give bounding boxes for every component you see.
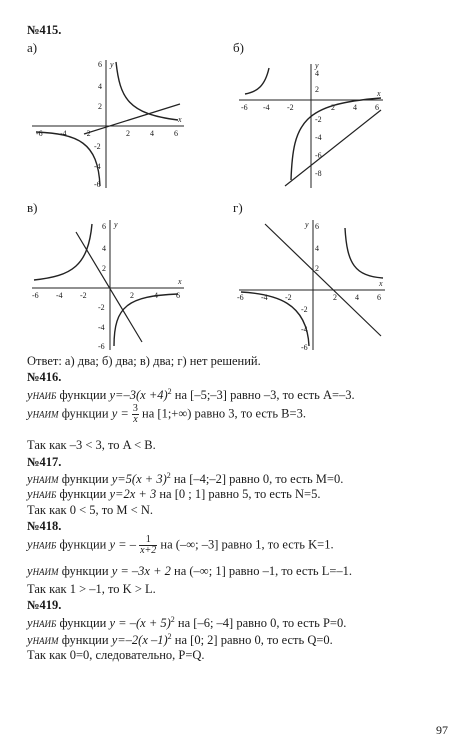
- page-number: 97: [436, 723, 448, 737]
- p418-line2: [27, 564, 352, 579]
- y-tick-label: -6: [94, 180, 101, 189]
- y-axis-name: y: [305, 220, 309, 229]
- fraction: [132, 404, 139, 425]
- formula: y = –(x + 5): [109, 616, 171, 631]
- y-tick-label: -6: [315, 151, 322, 160]
- y-tick-label: 4: [98, 82, 102, 91]
- y-tick-label: 2: [102, 264, 106, 273]
- y-tick-label: 4: [102, 244, 106, 253]
- text: функции: [58, 472, 112, 487]
- p416-line3: Так как –3 < 3, то A < B.: [27, 438, 156, 452]
- y-letter: y: [27, 537, 33, 552]
- text: на [1;+∞) равно 3, то есть B=3.: [138, 406, 306, 421]
- x-tick-label: 2: [130, 291, 134, 300]
- numerator: 1: [139, 535, 157, 546]
- x-axis-name: x: [178, 115, 182, 124]
- y-tick-label: 6: [98, 60, 102, 69]
- text: на [–4;–2] равно 0, то есть M=0.: [170, 472, 344, 487]
- x-tick-label: -4: [60, 129, 67, 138]
- p419-line2: [27, 632, 333, 648]
- y-tick-label: 6: [315, 222, 319, 231]
- y-tick-label: -4: [98, 323, 105, 332]
- x-tick-label: -6: [36, 129, 43, 138]
- problem-418-title: №418.: [27, 519, 62, 533]
- denominator: x+2: [140, 545, 157, 556]
- p417-line1: [27, 471, 343, 487]
- y-axis-name: y: [110, 60, 114, 69]
- p418-line3: Так как 1 > –1, то K > L.: [27, 582, 156, 596]
- x-tick-label: -2: [285, 293, 292, 302]
- x-axis-name: x: [377, 89, 381, 98]
- y-tick-label: -2: [94, 142, 101, 151]
- line-graph: [285, 110, 381, 186]
- panel-a-label: а): [27, 40, 38, 55]
- y-tick-labels: [98, 222, 106, 351]
- text: функции: [56, 616, 110, 631]
- answer-415: Ответ: а) два; б) два; в) два; г) нет решений.: [27, 354, 261, 368]
- hyperbola-branch-right: [116, 62, 178, 120]
- hyperbola-branch-right: [114, 294, 178, 346]
- line-graph: [76, 232, 142, 342]
- x-tick-label: 4: [355, 293, 359, 302]
- graph-d: [235, 218, 387, 352]
- formula: y = –3x + 2: [111, 564, 171, 578]
- y-letter: y: [27, 388, 33, 403]
- x-tick-label: 4: [150, 129, 154, 138]
- p419-line3: Так как 0=0, следовательно, P=Q.: [27, 648, 205, 662]
- power: 2: [167, 387, 172, 396]
- y-tick-label: -2: [98, 303, 105, 312]
- p418-line1: [27, 535, 334, 556]
- hyperbola-branch-left: [241, 292, 309, 346]
- hyperbola-branch-right: [291, 98, 381, 180]
- x-tick-label: 6: [375, 103, 379, 112]
- y-tick-label: -6: [98, 342, 105, 351]
- y-tick-label: 2: [315, 85, 319, 94]
- text: на [0 ; 1] равно 5, то есть N=5.: [156, 487, 321, 501]
- panel-b-label: б): [233, 40, 244, 55]
- y-letter: y: [27, 406, 33, 421]
- y-axis-name: y: [315, 61, 319, 70]
- formula: y=–2(x –1): [111, 633, 168, 648]
- panel-c-label: в): [27, 200, 38, 215]
- fraction: [139, 535, 157, 556]
- problem-419-title: №419.: [27, 598, 62, 612]
- text: функции: [58, 564, 112, 578]
- text: на [–5;–3] равно –3, то есть A=–3.: [171, 388, 355, 403]
- x-tick-label: -2: [84, 129, 91, 138]
- y-tick-label: -4: [301, 325, 308, 334]
- y-tick-label: 6: [102, 222, 106, 231]
- subscript: НАИБ: [32, 490, 57, 500]
- y-tick-label: 2: [315, 264, 319, 273]
- formula: y=–3(x +4): [109, 388, 168, 403]
- formula: y=5(x + 3): [111, 472, 167, 487]
- power: 2: [167, 632, 172, 641]
- power: 2: [170, 615, 175, 624]
- x-tick-label: 6: [174, 129, 178, 138]
- text: функции: [58, 633, 112, 648]
- subscript: НАИМ: [32, 567, 59, 577]
- y-tick-label: 2: [98, 102, 102, 111]
- text: функции: [58, 406, 112, 421]
- hyperbola-branch-left: [36, 132, 100, 186]
- y-letter: y: [27, 616, 33, 631]
- subscript: НАИБ: [32, 391, 57, 402]
- y-letter: y: [27, 472, 33, 487]
- x-tick-label: 4: [154, 291, 158, 300]
- text: на [–6; –4] равно 0, то есть P=0.: [174, 616, 347, 631]
- subscript: НАИМ: [32, 409, 59, 420]
- y-tick-label: 4: [315, 244, 319, 253]
- y-tick-labels: [301, 222, 319, 352]
- p417-line2: [27, 487, 320, 502]
- p416-line1: [27, 387, 355, 403]
- text: на [0; 2] равно 0, то есть Q=0.: [171, 633, 333, 648]
- problem-415-title: №415.: [27, 23, 62, 37]
- text: функции: [56, 537, 110, 552]
- graph-b: [235, 62, 385, 190]
- x-tick-label: -4: [56, 291, 63, 300]
- x-tick-label: 6: [377, 293, 381, 302]
- p419-line1: [27, 615, 346, 631]
- graph-a: [28, 58, 188, 190]
- y-letter: y: [27, 633, 33, 648]
- subscript: НАИБ: [32, 619, 57, 630]
- x-tick-label: -2: [80, 291, 87, 300]
- y-tick-label: -2: [301, 305, 308, 314]
- y-tick-label: -2: [315, 115, 322, 124]
- y-tick-label: 4: [315, 69, 319, 78]
- hyperbola-branch-left: [34, 224, 92, 280]
- line-graph: [265, 224, 381, 336]
- x-tick-labels: [241, 103, 379, 112]
- formula: y =: [111, 406, 129, 421]
- x-tick-label: 4: [353, 103, 357, 112]
- subscript: НАИМ: [32, 636, 59, 647]
- formula: y=2x + 3: [109, 487, 157, 501]
- power: 2: [166, 471, 171, 480]
- x-tick-label: -6: [241, 103, 248, 112]
- graph-c: [28, 218, 188, 352]
- y-tick-label: -6: [301, 343, 308, 352]
- hyperbola-branch-left: [245, 68, 269, 94]
- y-tick-label: -4: [315, 133, 322, 142]
- x-tick-label: 2: [333, 293, 337, 302]
- x-tick-label: 6: [176, 291, 180, 300]
- x-axis-name: x: [379, 279, 383, 288]
- x-tick-label: -6: [237, 293, 244, 302]
- y-tick-label: -4: [94, 162, 101, 171]
- p417-line3: Так как 0 < 5, то M < N.: [27, 503, 153, 517]
- x-tick-label: -6: [32, 291, 39, 300]
- x-tick-label: 2: [331, 103, 335, 112]
- formula: y = –: [109, 537, 136, 552]
- problem-416-title: №416.: [27, 370, 62, 384]
- y-axis-name: y: [114, 220, 118, 229]
- x-tick-label: -4: [263, 103, 270, 112]
- subscript: НАИБ: [32, 540, 57, 551]
- text: на (–∞; 1] равно –1, то есть L=–1.: [170, 564, 353, 578]
- y-letter: y: [27, 487, 33, 501]
- x-tick-label: -2: [287, 103, 294, 112]
- x-tick-label: -4: [261, 293, 268, 302]
- panel-d-label: г): [233, 200, 243, 215]
- x-axis-name: x: [178, 277, 182, 286]
- problem-417-title: №417.: [27, 455, 62, 469]
- text: на (–∞; –3] равно 1, то есть K=1.: [157, 537, 334, 552]
- denominator: x: [133, 414, 138, 425]
- numerator: 3: [132, 403, 138, 414]
- p416-line2: [27, 404, 306, 425]
- x-tick-label: 2: [126, 129, 130, 138]
- y-letter: y: [27, 564, 33, 578]
- text: функции: [56, 487, 110, 501]
- y-tick-label: -8: [315, 169, 322, 178]
- text: функции: [56, 388, 110, 403]
- hyperbola-branch-right: [345, 228, 383, 278]
- subscript: НАИМ: [32, 475, 59, 486]
